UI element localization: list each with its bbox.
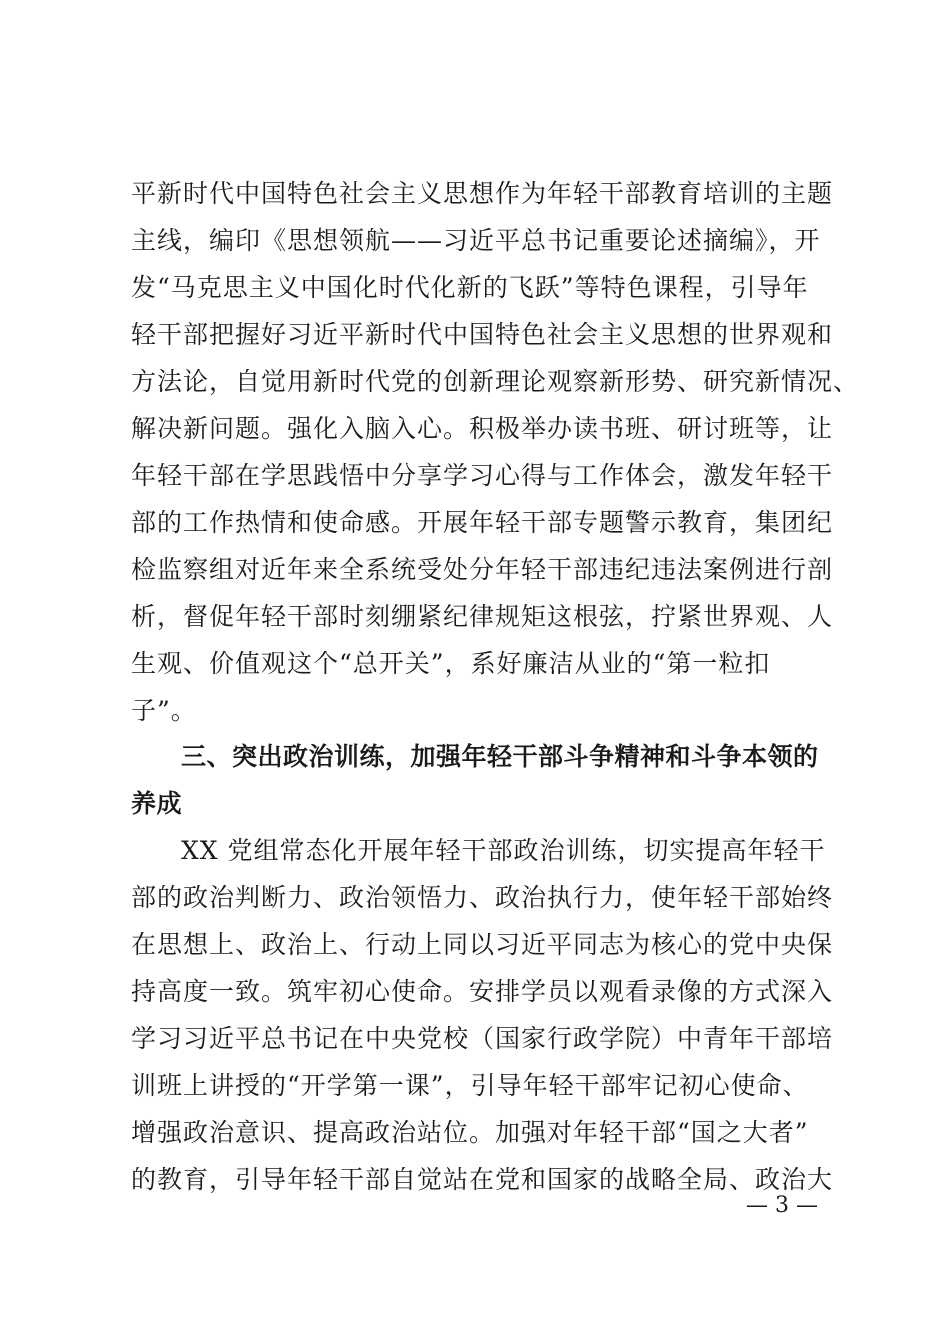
paragraph-line: 析，督促年轻干部时刻绷紧纪律规矩这根弦，拧紧世界观、人 bbox=[131, 602, 834, 631]
paragraph-line: 学习习近平总书记在中央党校（国家行政学院）中青年干部培 bbox=[131, 1024, 834, 1053]
paragraph-line: 年轻干部在学思践悟中分享学习心得与工作体会，激发年轻干 bbox=[131, 461, 834, 490]
paragraph-line: 在思想上、政治上、行动上同以习近平同志为核心的党中央保 bbox=[131, 930, 834, 959]
paragraph-line: 生观、价值观这个“总开关”，系好廉洁从业的“第一粒扣 bbox=[131, 649, 771, 678]
paragraph-line: 子”。 bbox=[131, 696, 197, 725]
paragraph-line: 部的工作热情和使命感。开展年轻干部专题警示教育，集团纪 bbox=[131, 508, 834, 537]
paragraph-line: 的教育，引导年轻干部自觉站在党和国家的战略全局、政治大 bbox=[131, 1165, 834, 1194]
paragraph-line: XX 党组常态化开展年轻干部政治训练，切实提高年轻干 bbox=[181, 836, 826, 865]
paragraph-line: 解决新问题。强化入脑入心。积极举办读书班、研讨班等，让 bbox=[131, 414, 834, 443]
page-number: — 3 — bbox=[746, 1193, 818, 1218]
paragraph-line: 持高度一致。筑牢初心使命。安排学员以观看录像的方式深入 bbox=[131, 977, 834, 1006]
section-heading: 养成 bbox=[131, 789, 183, 818]
paragraph-line: 轻干部把握好习近平新时代中国特色社会主义思想的世界观和 bbox=[131, 320, 834, 349]
paragraph-line: 检监察组对近年来全系统受处分年轻干部违纪违法案例进行剖 bbox=[131, 555, 834, 584]
paragraph-line: 增强政治意识、提高政治站位。加强对年轻干部“国之大者” bbox=[131, 1118, 809, 1147]
section-heading: 三、突出政治训练，加强年轻干部斗争精神和斗争本领的 bbox=[181, 742, 819, 771]
paragraph-line: 发“马克思主义中国化时代化新的飞跃”等特色课程，引导年 bbox=[131, 273, 809, 302]
paragraph-line: 平新时代中国特色社会主义思想作为年轻干部教育培训的主题 bbox=[131, 179, 834, 208]
paragraph-line: 主线，编印《思想领航——习近平总书记重要论述摘编》，开 bbox=[131, 226, 821, 255]
paragraph-line: 方法论，自觉用新时代党的创新理论观察新形势、研究新情况、 bbox=[131, 367, 860, 396]
paragraph-line: 训班上讲授的“开学第一课”，引导年轻干部牢记初心使命、 bbox=[131, 1071, 809, 1100]
paragraph-line: 部的政治判断力、政治领悟力、政治执行力，使年轻干部始终 bbox=[131, 883, 834, 912]
